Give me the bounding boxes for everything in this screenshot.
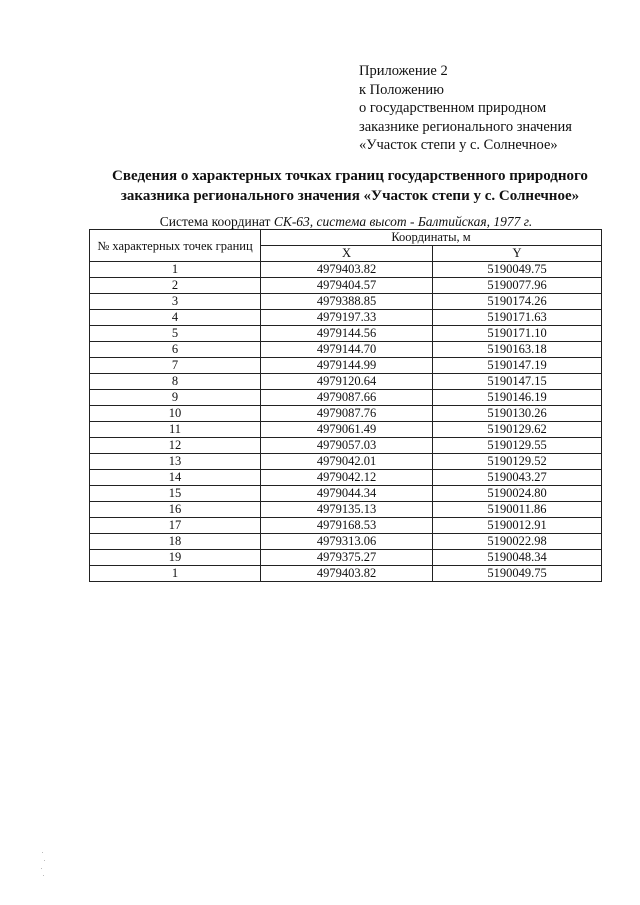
cell-y: 5190130.26 <box>433 406 602 422</box>
title-line-1: Сведения о характерных точках границ государственного природного <box>112 168 588 184</box>
table-row <box>90 454 602 470</box>
cell-y: 5190043.27 <box>433 470 602 486</box>
table-row <box>90 374 602 390</box>
appendix-block <box>359 62 572 155</box>
cell-point-number: 4 <box>90 310 261 326</box>
cell-x: 4979042.12 <box>261 470 433 486</box>
appendix-line: «Участок степи у с. Солнечное» <box>359 137 558 153</box>
cell-y: 5190048.34 <box>433 550 602 566</box>
cell-point-number: 14 <box>90 470 261 486</box>
cell-point-number: 9 <box>90 390 261 406</box>
cell-x: 4979144.56 <box>261 326 433 342</box>
cell-y: 5190011.86 <box>433 502 602 518</box>
cell-point-number: 8 <box>90 374 261 390</box>
cell-y: 5190171.63 <box>433 310 602 326</box>
table-row <box>90 534 602 550</box>
cell-point-number: 16 <box>90 502 261 518</box>
cell-y: 5190146.19 <box>433 390 602 406</box>
table-row <box>90 310 602 326</box>
cell-point-number: 1 <box>90 262 261 278</box>
document-title <box>60 166 640 206</box>
table-row <box>90 502 602 518</box>
header-point-number: № характерных точек границ <box>90 230 261 262</box>
cell-point-number: 12 <box>90 438 261 454</box>
coordinates-table <box>89 229 602 582</box>
cell-point-number: 7 <box>90 358 261 374</box>
cell-point-number: 18 <box>90 534 261 550</box>
cell-x: 4979135.13 <box>261 502 433 518</box>
cell-x: 4979403.82 <box>261 566 433 582</box>
table-row <box>90 390 602 406</box>
table-row <box>90 486 602 502</box>
table-row <box>90 518 602 534</box>
cell-point-number: 17 <box>90 518 261 534</box>
cell-y: 5190049.75 <box>433 262 602 278</box>
appendix-line: к Положению <box>359 81 444 98</box>
table-body <box>90 262 602 582</box>
cell-y: 5190012.91 <box>433 518 602 534</box>
header-x: X <box>261 246 433 262</box>
cell-x: 4979197.33 <box>261 310 433 326</box>
cell-point-number: 19 <box>90 550 261 566</box>
cell-x: 4979404.57 <box>261 278 433 294</box>
appendix-line: о государственном природном <box>359 100 547 116</box>
cell-point-number: 1 <box>90 566 261 582</box>
cell-x: 4979120.64 <box>261 374 433 390</box>
caption-italic: СК-63, система высот - Балтийская, 1977 г. <box>273 214 533 229</box>
cell-x: 4979144.70 <box>261 342 433 358</box>
cell-x: 4979061.49 <box>261 422 433 438</box>
cell-point-number: 6 <box>90 342 261 358</box>
caption-prefix: Система координат <box>159 214 274 229</box>
cell-y: 5190171.10 <box>433 326 602 342</box>
table-row <box>90 438 602 454</box>
cell-point-number: 3 <box>90 294 261 310</box>
cell-x: 4979044.34 <box>261 486 433 502</box>
cell-x: 4979168.53 <box>261 518 433 534</box>
cell-x: 4979144.99 <box>261 358 433 374</box>
header-y: Y <box>433 246 602 262</box>
table-row <box>90 550 602 566</box>
cell-x: 4979042.01 <box>261 454 433 470</box>
cell-y: 5190129.52 <box>433 454 602 470</box>
cell-x: 4979087.66 <box>261 390 433 406</box>
cell-y: 5190022.98 <box>433 534 602 550</box>
cell-y: 5190024.80 <box>433 486 602 502</box>
table-row <box>90 358 602 374</box>
cell-point-number: 11 <box>90 422 261 438</box>
cell-x: 4979057.03 <box>261 438 433 454</box>
appendix-line: Приложение 2 <box>359 63 448 79</box>
cell-x: 4979313.06 <box>261 534 433 550</box>
cell-y: 5190077.96 <box>433 278 602 294</box>
cell-y: 5190147.15 <box>433 374 602 390</box>
table-row <box>90 422 602 438</box>
table-row <box>90 406 602 422</box>
cell-x: 4979403.82 <box>261 262 433 278</box>
table-row <box>90 470 602 486</box>
cell-point-number: 15 <box>90 486 261 502</box>
cell-y: 5190174.26 <box>433 294 602 310</box>
cell-y: 5190163.18 <box>433 342 602 358</box>
table-row <box>90 278 602 294</box>
cell-y: 5190049.75 <box>433 566 602 582</box>
table-row <box>90 566 602 582</box>
table-row <box>90 326 602 342</box>
cell-y: 5190129.62 <box>433 422 602 438</box>
cell-point-number: 2 <box>90 278 261 294</box>
table-row <box>90 294 602 310</box>
cell-point-number: 5 <box>90 326 261 342</box>
cell-x: 4979375.27 <box>261 550 433 566</box>
cell-x: 4979087.76 <box>261 406 433 422</box>
cell-x: 4979388.85 <box>261 294 433 310</box>
table-row <box>90 262 602 278</box>
appendix-line: заказнике регионального значения <box>359 118 572 135</box>
table-row <box>90 342 602 358</box>
scan-specks <box>40 850 46 880</box>
cell-point-number: 10 <box>90 406 261 422</box>
title-line-2: заказника регионального значения «Участок степи у с. Солнечное» <box>120 188 580 204</box>
cell-y: 5190129.55 <box>433 438 602 454</box>
cell-y: 5190147.19 <box>433 358 602 374</box>
coordinate-system-caption <box>90 214 602 230</box>
cell-point-number: 13 <box>90 454 261 470</box>
header-coordinates: Координаты, м <box>261 230 602 246</box>
